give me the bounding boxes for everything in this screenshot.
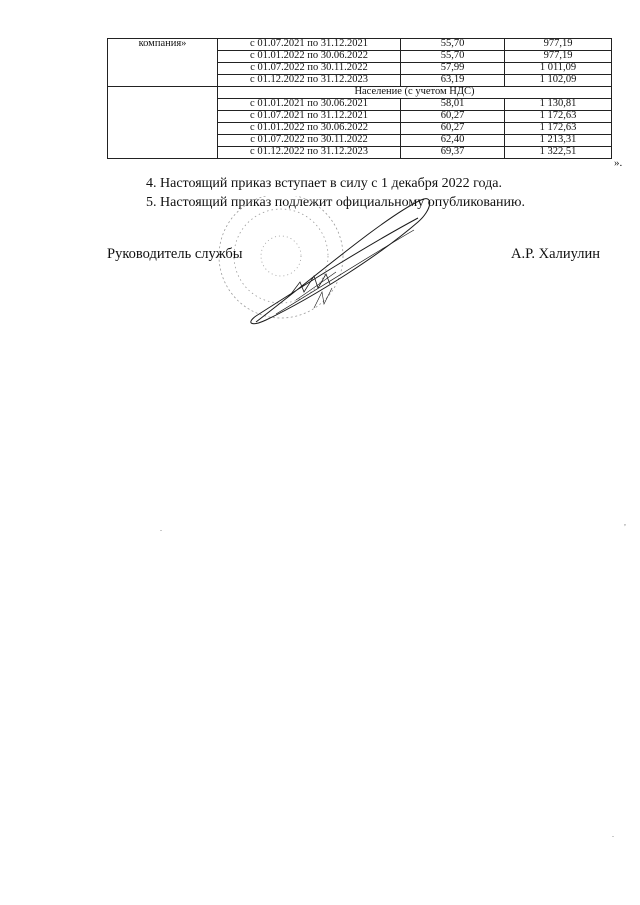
price-vat-cell: 1 011,09 bbox=[505, 63, 612, 75]
scan-speck: . bbox=[612, 830, 614, 839]
table-row bbox=[108, 39, 612, 51]
blank-cell bbox=[108, 87, 218, 99]
price-vat-cell: 1 213,31 bbox=[505, 135, 612, 147]
paragraph-5: 5. Настоящий приказ подлежит официальному опубликованию. bbox=[146, 195, 525, 210]
price-vat-cell: 977,19 bbox=[505, 51, 612, 63]
stamp-and-signature bbox=[196, 196, 556, 336]
period-cell: с 01.07.2022 по 30.11.2022 bbox=[218, 63, 401, 75]
price-cell: 63,19 bbox=[401, 75, 505, 87]
blank-cell bbox=[108, 99, 218, 111]
price-vat-cell: 1 102,09 bbox=[505, 75, 612, 87]
table-row bbox=[108, 147, 612, 159]
period-cell: с 01.07.2022 по 30.11.2022 bbox=[218, 135, 401, 147]
price-cell: 55,70 bbox=[401, 51, 505, 63]
blank-cell bbox=[108, 123, 218, 135]
scan-speck: . bbox=[160, 524, 162, 533]
period-cell: с 01.07.2021 по 31.12.2021 bbox=[218, 39, 401, 51]
group-label-cell: компания» bbox=[108, 39, 218, 87]
blank-cell bbox=[108, 147, 218, 159]
period-cell: с 01.07.2021 по 31.12.2021 bbox=[218, 111, 401, 123]
period-cell: с 01.01.2022 по 30.06.2022 bbox=[218, 51, 401, 63]
price-cell: 60,27 bbox=[401, 111, 505, 123]
tariff-table bbox=[107, 38, 612, 159]
price-vat-cell: 1 130,81 bbox=[505, 99, 612, 111]
price-vat-cell: 1 172,63 bbox=[505, 123, 612, 135]
table-row bbox=[108, 111, 612, 123]
blank-cell bbox=[108, 135, 218, 147]
price-cell: 58,01 bbox=[401, 99, 505, 111]
price-cell: 69,37 bbox=[401, 147, 505, 159]
price-vat-cell: 1 172,63 bbox=[505, 111, 612, 123]
period-cell: с 01.01.2022 по 30.06.2022 bbox=[218, 123, 401, 135]
signatory-name: А.Р. Халиулин bbox=[511, 246, 600, 262]
table-row bbox=[108, 135, 612, 147]
closing-quote: ». bbox=[614, 157, 623, 169]
price-cell: 55,70 bbox=[401, 39, 505, 51]
period-cell: с 01.12.2022 по 31.12.2023 bbox=[218, 75, 401, 87]
scan-speck: , bbox=[624, 518, 626, 527]
price-cell: 60,27 bbox=[401, 123, 505, 135]
price-cell: 57,99 bbox=[401, 63, 505, 75]
table-row bbox=[108, 123, 612, 135]
signatory-role: Руководитель службы bbox=[107, 246, 243, 262]
period-cell: с 01.12.2022 по 31.12.2023 bbox=[218, 147, 401, 159]
handwritten-signature bbox=[251, 199, 430, 324]
price-vat-cell: 1 322,51 bbox=[505, 147, 612, 159]
price-cell: 62,40 bbox=[401, 135, 505, 147]
paragraph-4: 4. Настоящий приказ вступает в силу с 1 декабря 2022 года. bbox=[146, 176, 502, 191]
blank-cell bbox=[108, 111, 218, 123]
period-cell: с 01.01.2021 по 30.06.2021 bbox=[218, 99, 401, 111]
price-vat-cell: 977,19 bbox=[505, 39, 612, 51]
table-row bbox=[108, 99, 612, 111]
table-section-row bbox=[108, 87, 612, 99]
section-title: Население (с учетом НДС) bbox=[218, 87, 612, 99]
